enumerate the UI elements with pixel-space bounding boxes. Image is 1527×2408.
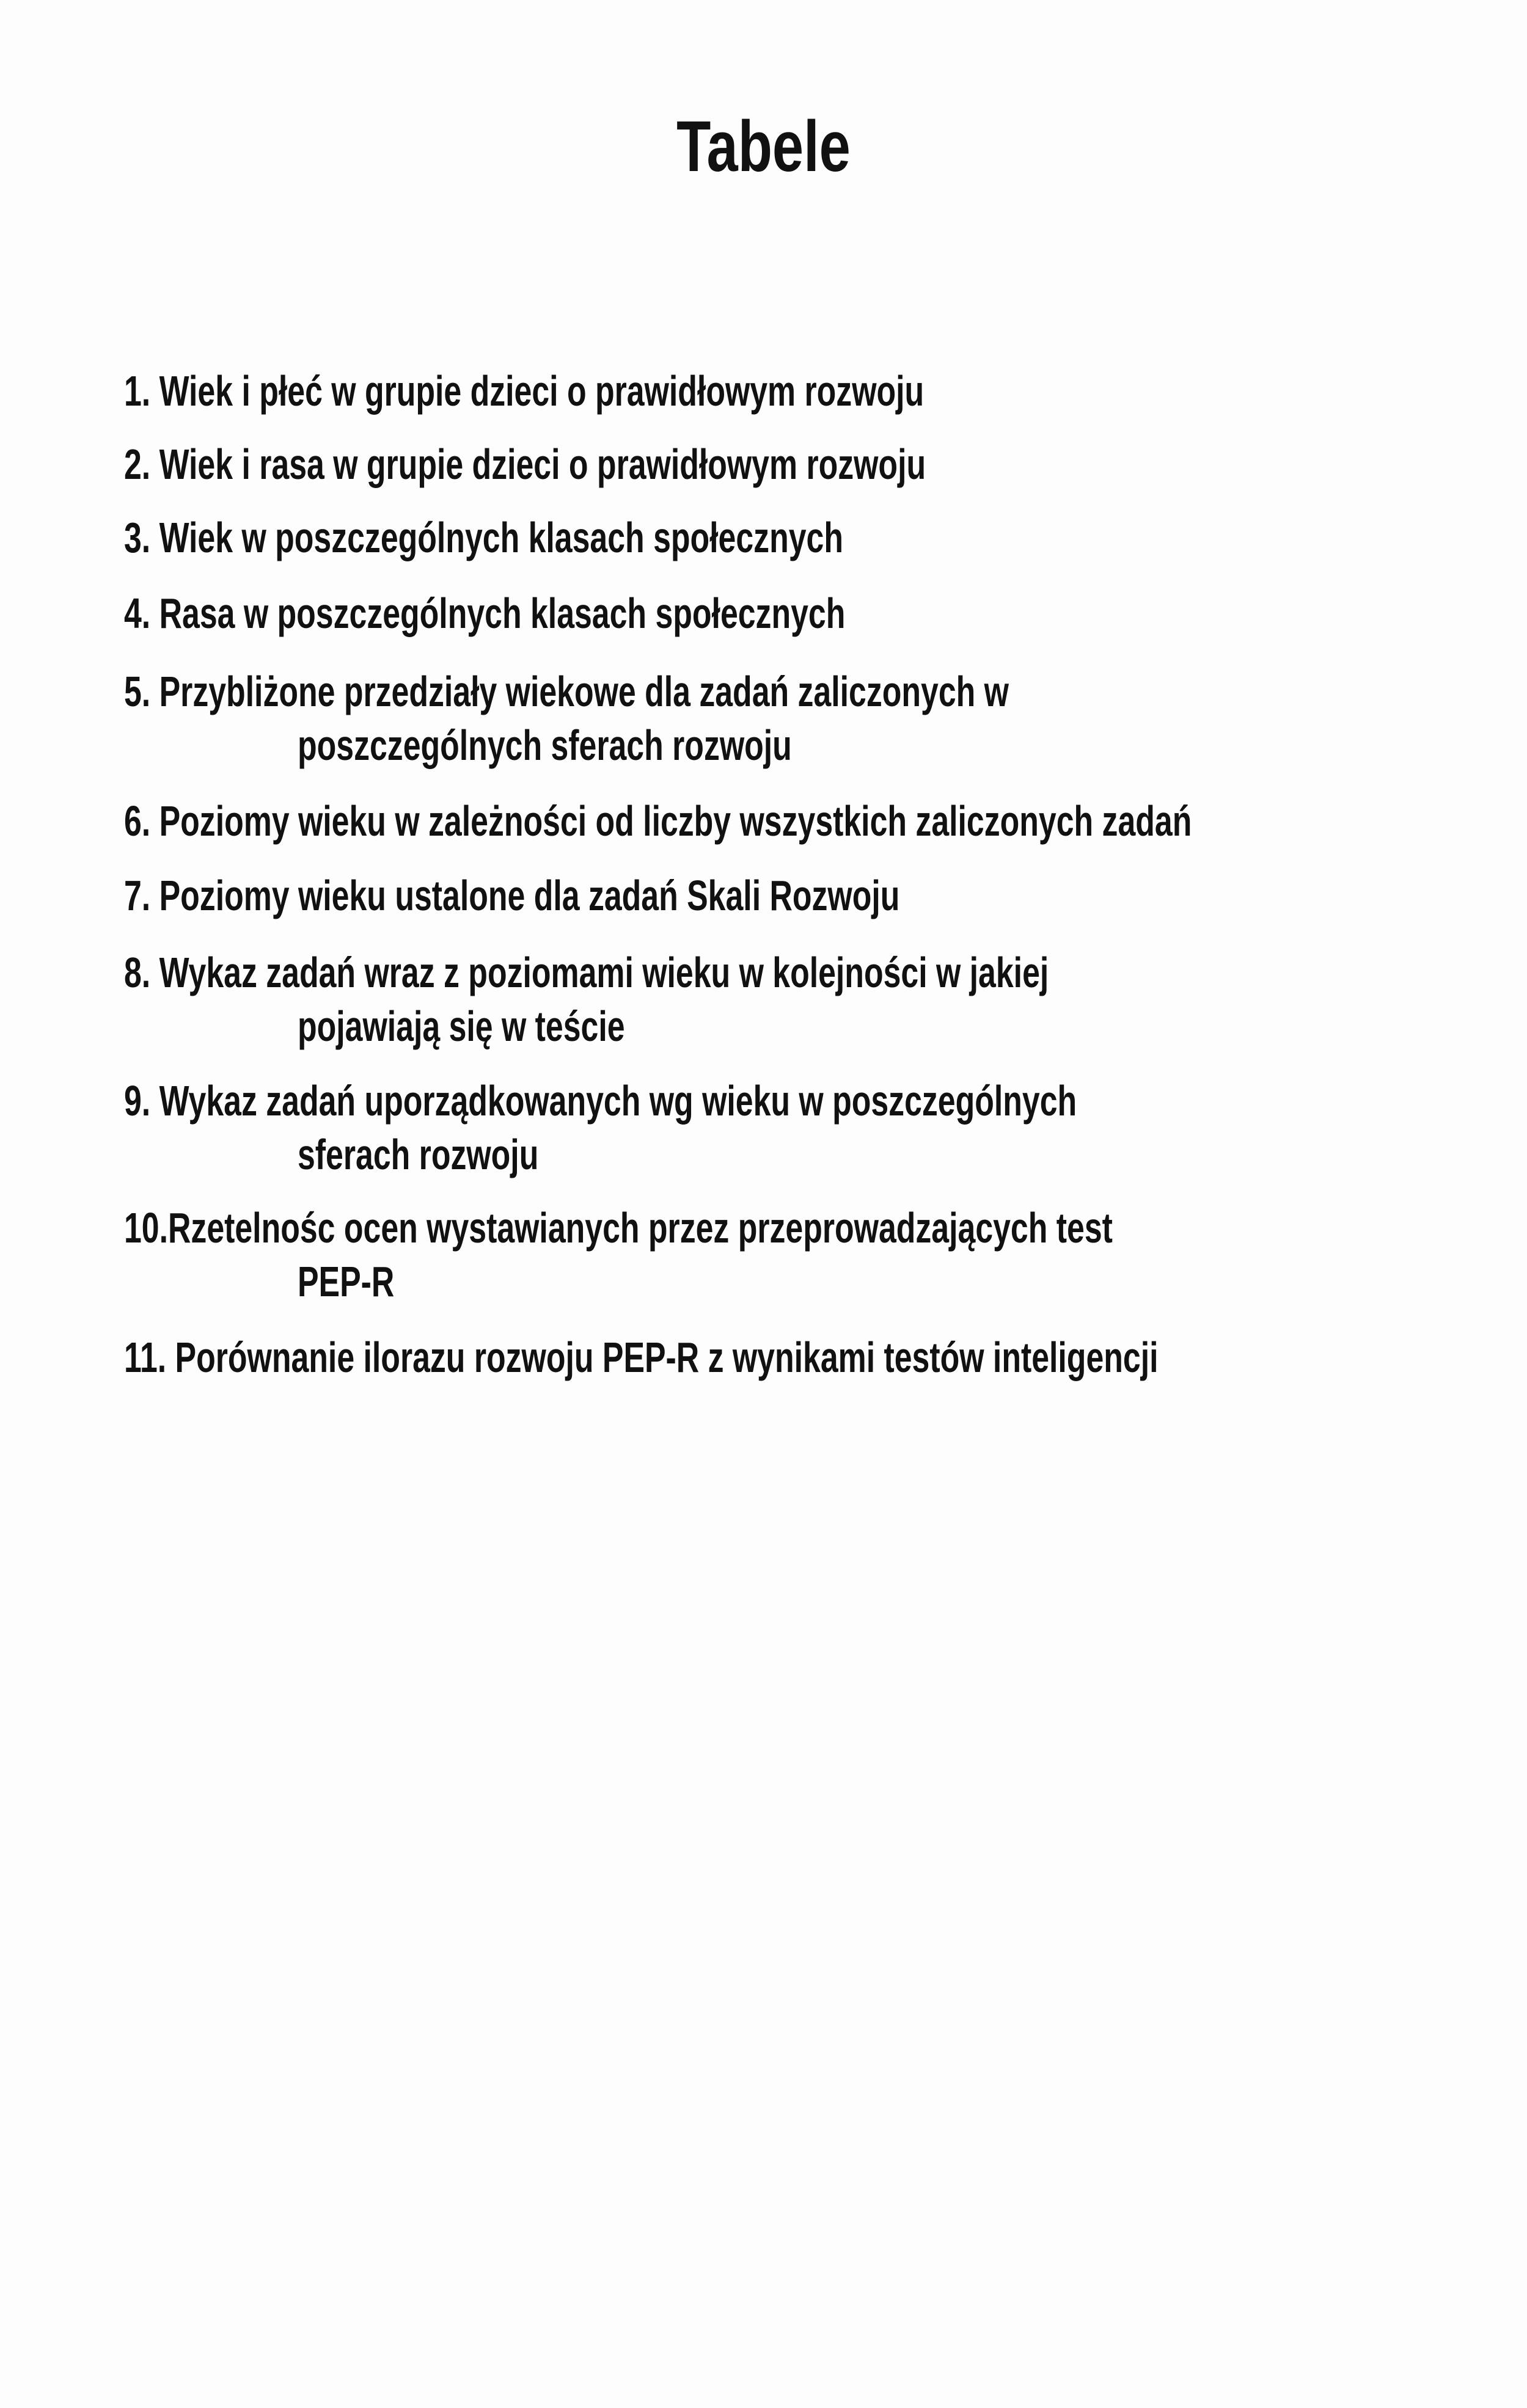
item-number: 9. — [124, 1077, 151, 1125]
item-number: 5. — [124, 668, 151, 715]
list-item-9-continuation: sferach rozwoju — [298, 1131, 539, 1178]
item-number: 8. — [124, 949, 151, 996]
page-title: Tabele — [676, 106, 851, 187]
item-text: Porównanie ilorazu rozwoju PEP-R z wynikami testów inteligencji — [175, 1334, 1159, 1381]
item-text: Wiek w poszczególnych klasach społecznych — [159, 514, 843, 561]
item-text: Wiek i płeć w grupie dzieci o prawidłowym rozwoju — [159, 367, 925, 415]
item-number: 11. — [124, 1334, 167, 1381]
item-text: Wiek i rasa w grupie dzieci o prawidłowym rozwoju — [159, 440, 926, 488]
list-item-10-continuation: PEP-R — [298, 1258, 395, 1305]
item-text: Przybliżone przedziały wiekowe dla zadań zaliczonych w — [159, 668, 1009, 715]
item-text: Rasa w poszczególnych klasach społecznych — [159, 589, 846, 637]
item-text: Rzetelnośc ocen wystawianych przez przeprowadzających test — [168, 1204, 1113, 1252]
list-item-8-continuation: pojawiają się w teście — [298, 1002, 625, 1050]
list-item-10 — [124, 1202, 1113, 1253]
item-number: 4. — [124, 589, 151, 637]
list-item-11 — [124, 1332, 1158, 1383]
item-number: 7. — [124, 872, 151, 919]
item-number: 10. — [124, 1204, 169, 1252]
list-item-1 — [124, 365, 924, 417]
list-item-3 — [124, 512, 843, 563]
list-item-2 — [124, 439, 926, 490]
list-item-9 — [124, 1075, 1077, 1126]
item-text: Poziomy wieku w zależności od liczby wszystkich zaliczonych zadań — [159, 797, 1192, 845]
item-text: Poziomy wieku ustalone dla zadań Skali Rozwoju — [159, 872, 900, 919]
item-number: 2. — [124, 440, 151, 488]
list-item-5 — [124, 666, 1009, 717]
item-text: Wykaz zadań wraz z poziomami wieku w kolejności w jakiej — [159, 949, 1049, 996]
item-text: Wykaz zadań uporządkowanych wg wieku w poszczególnych — [159, 1077, 1077, 1125]
list-item-5-continuation: poszczególnych sferach rozwoju — [298, 721, 792, 769]
list-item-7 — [124, 870, 899, 921]
list-item-4 — [124, 588, 845, 639]
list-item-8 — [124, 947, 1049, 998]
list-item-6 — [124, 795, 1192, 847]
item-number: 6. — [124, 797, 151, 845]
item-number: 1. — [124, 367, 151, 415]
item-number: 3. — [124, 514, 151, 561]
